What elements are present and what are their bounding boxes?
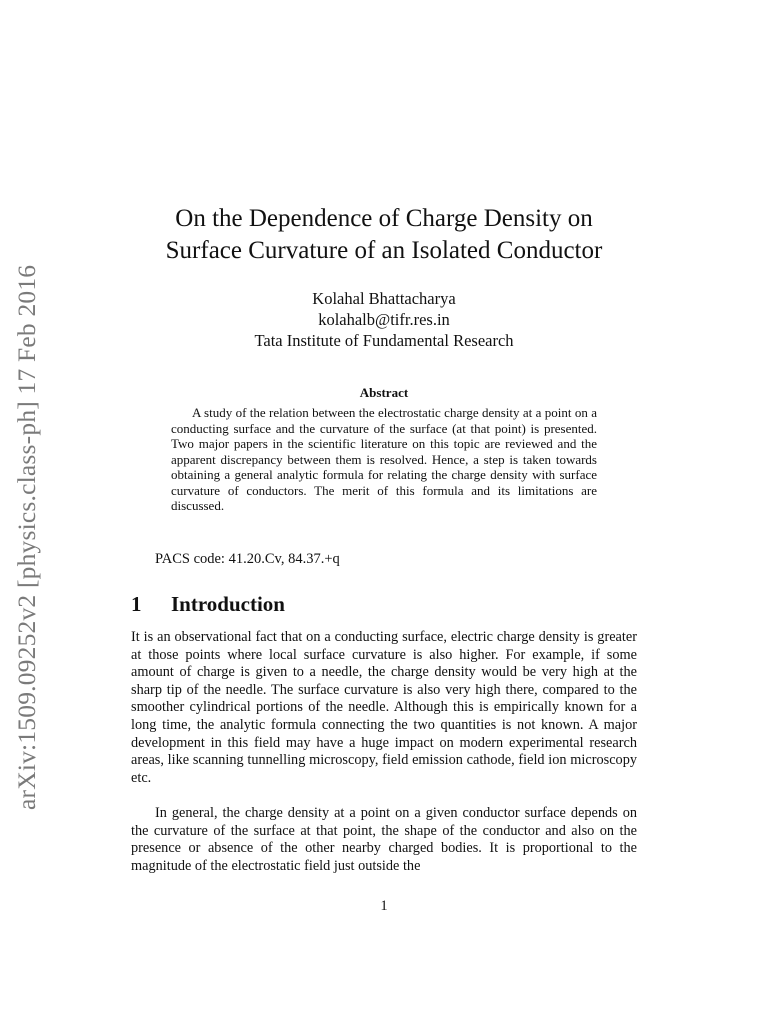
author-name: Kolahal Bhattacharya — [312, 289, 456, 308]
abstract-heading: Abstract — [359, 385, 409, 400]
author-affiliation: Tata Institute of Fundamental Research — [254, 331, 514, 350]
pacs-code: PACS code: 41.20.Cv, 84.37.+q — [155, 551, 340, 567]
title-line-1: On the Dependence of Charge Density on — [175, 205, 593, 232]
abstract-text: A study of the relation between the electrostatic charge density at a point on a conducting surface and the curvature of the surface (at that point) is presented. Two major papers in the scientific literature on this topic are reviewed and the apparent discrepancy between them is resolved. Hence, a step is taken towards obtaining a general analytic formula for relating the charge density with surface curvature of conductors. The merit of this formula and its limitations are discussed. — [171, 405, 597, 513]
paragraph: It is an observational fact that on a conducting surface, electric charge density is greater at those points where local surface curvature is also higher. For example, if some amount of charge is given to a needle, the charge density would be very high at the sharp tip of the needle. The surface curvature is also very high there, compared to the smoother cylindrical portions of the needle. Although this is empirically known for a long time, the analytic formula connecting the two quantities is not known. A major development in this field may have a huge impact on modern experimental research areas, like scanning tunnelling microscopy, field emission cathode, field ion microscopy etc. — [131, 629, 637, 786]
author-email: kolahalb@tifr.res.in — [318, 310, 450, 329]
paragraph: In general, the charge density at a point on a given conductor surface depends on the curvature of the surface at that point, the shape of the conductor and also on the presence or absence of the other nearby charged bodies. It is proportional to the magnitude of the electrostatic field just outside the — [131, 805, 637, 874]
section-heading — [131, 592, 285, 617]
section-number: 1 — [131, 592, 142, 616]
title-line-2: Surface Curvature of an Isolated Conductor — [165, 237, 603, 264]
arxiv-identifier-stamp: arXiv:1509.09252v2 [physics.class-ph] 17 Feb 2016 — [12, 264, 41, 810]
paper-title — [100, 203, 668, 267]
section-title: Introduction — [171, 592, 285, 616]
page-number: 1 — [380, 898, 388, 914]
